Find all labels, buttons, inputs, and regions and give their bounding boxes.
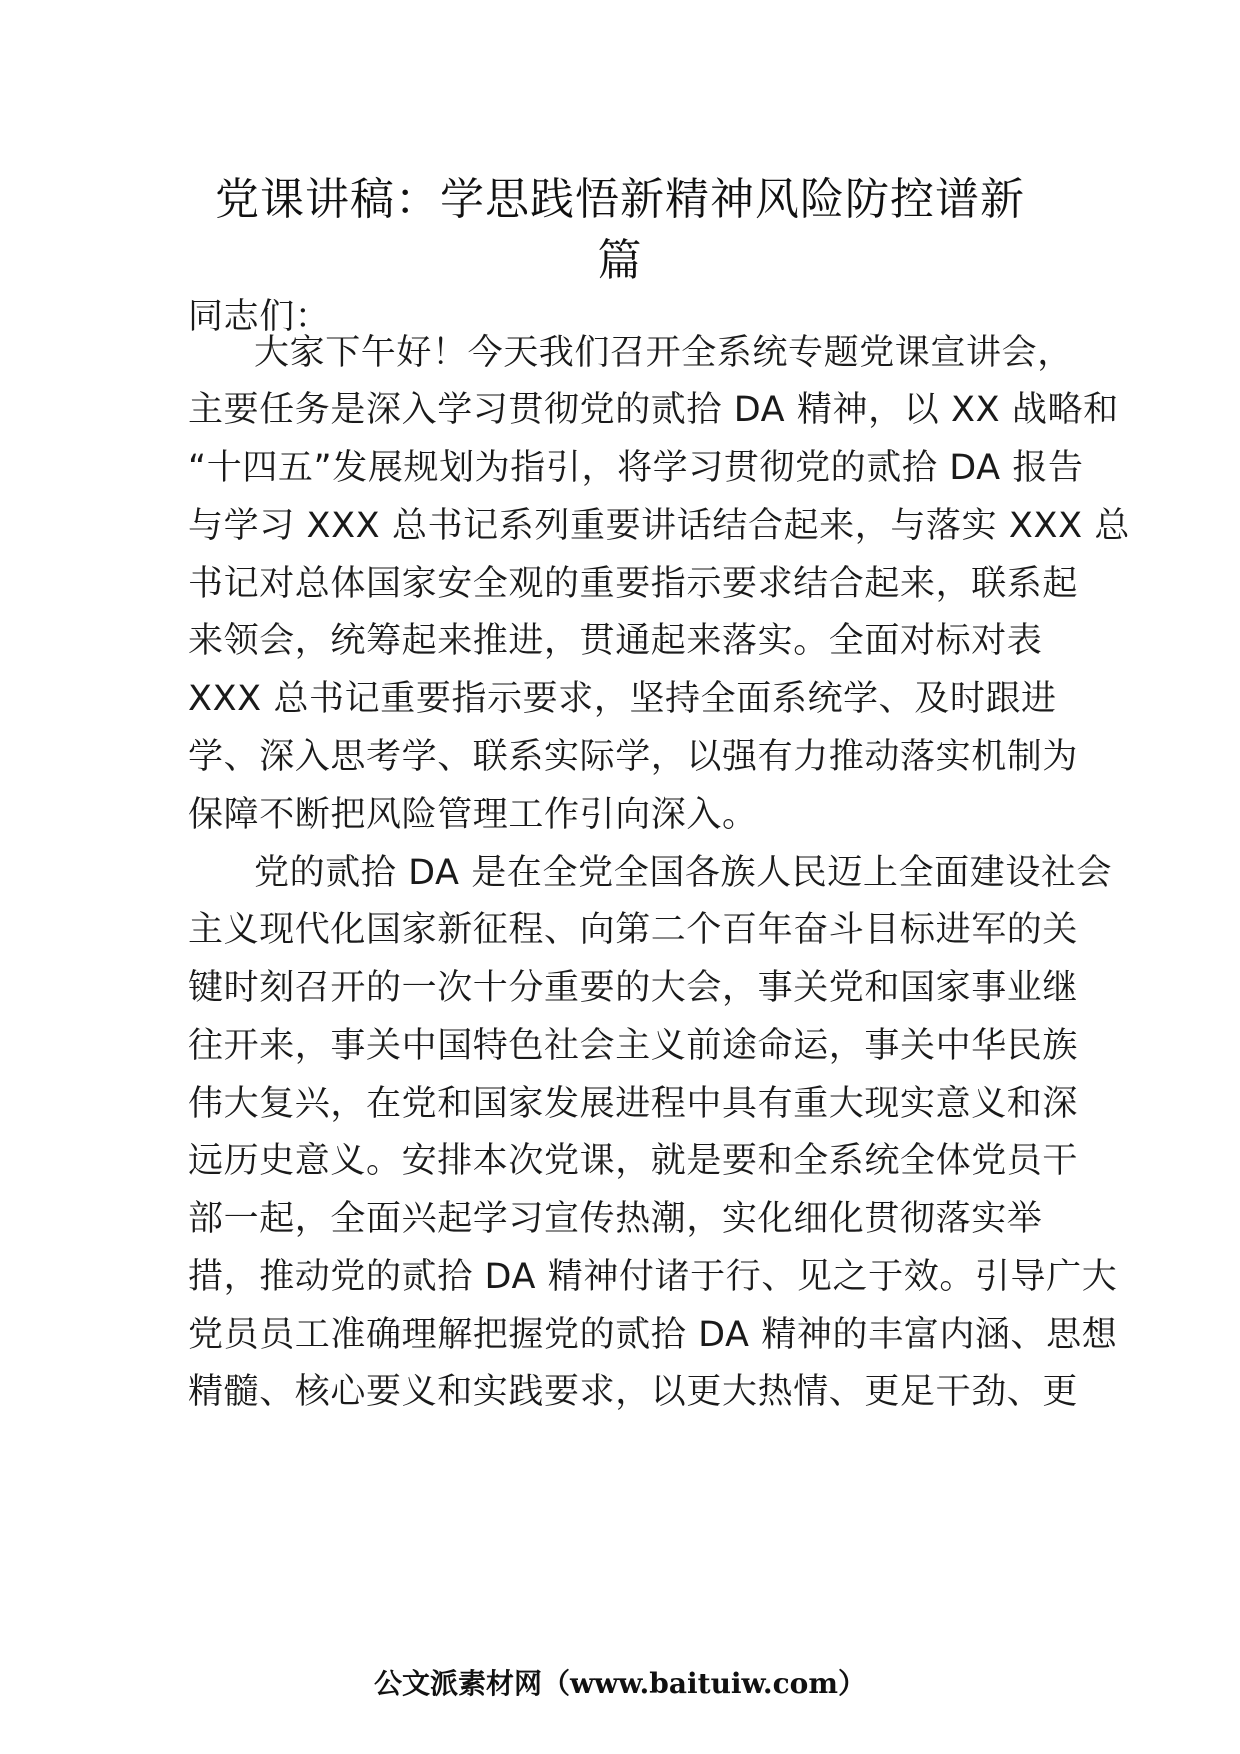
body-line: 党员员工准确理解把握党的贰拾 DA 精神的丰富内涵、思想 bbox=[188, 1315, 1118, 1355]
body-line: 保障不断把风险管理工作引向深入。 bbox=[188, 795, 758, 835]
body-line: 键时刻召开的一次十分重要的大会，事关党和国家事业继 bbox=[188, 968, 1079, 1008]
body-line: 精髓、核心要义和实践要求，以更大热情、更足干劲、更 bbox=[188, 1372, 1079, 1412]
body-line: “十四五”发展规划为指引，将学习贯彻党的贰拾 DA 报告 bbox=[188, 448, 1084, 488]
body-line: 书记对总体国家安全观的重要指示要求结合起来，联系起 bbox=[188, 564, 1079, 604]
body-line: 主义现代化国家新征程、向第二个百年奋斗目标进军的关 bbox=[188, 910, 1079, 950]
body-line: 来领会，统筹起来推进，贯通起来落实。全面对标对表 bbox=[188, 621, 1043, 661]
body-line: 伟大复兴，在党和国家发展进程中具有重大现实意义和深 bbox=[188, 1084, 1079, 1124]
body-line: XXX 总书记重要指示要求，坚持全面系统学、及时跟进 bbox=[188, 679, 1057, 719]
body-line: 与学习 XXX 总书记系列重要讲话结合起来，与落实 XXX 总 bbox=[188, 506, 1130, 546]
footer-source: 公文派素材网（www.baituiw.com） bbox=[374, 1667, 866, 1700]
document-title-line-2: 篇 bbox=[597, 235, 643, 286]
body-line: 学、深入思考学、联系实际学，以强有力推动落实机制为 bbox=[188, 737, 1079, 777]
body-line: 党的贰拾 DA 是在全党全国各族人民迈上全面建设社会 bbox=[254, 853, 1113, 893]
body-line: 远历史意义。安排本次党课，就是要和全系统全体党员干 bbox=[188, 1141, 1079, 1181]
body-line: 措，推动党的贰拾 DA 精神付诸于行、见之于效。引导广大 bbox=[188, 1257, 1118, 1297]
body-line: 部一起，全面兴起学习宣传热潮，实化细化贯彻落实举 bbox=[188, 1199, 1043, 1239]
body-line: 往开来，事关中国特色社会主义前途命运，事关中华民族 bbox=[188, 1026, 1079, 1066]
document-title-line-1: 党课讲稿：学思践悟新精神风险防控谱新 bbox=[215, 174, 1025, 225]
body-line: 大家下午好！今天我们召开全系统专题党课宣讲会， bbox=[254, 333, 1073, 373]
body-line: 主要任务是深入学习贯彻党的贰拾 DA 精神，以 XX 战略和 bbox=[188, 390, 1119, 430]
salutation: 同志们： bbox=[188, 297, 331, 337]
